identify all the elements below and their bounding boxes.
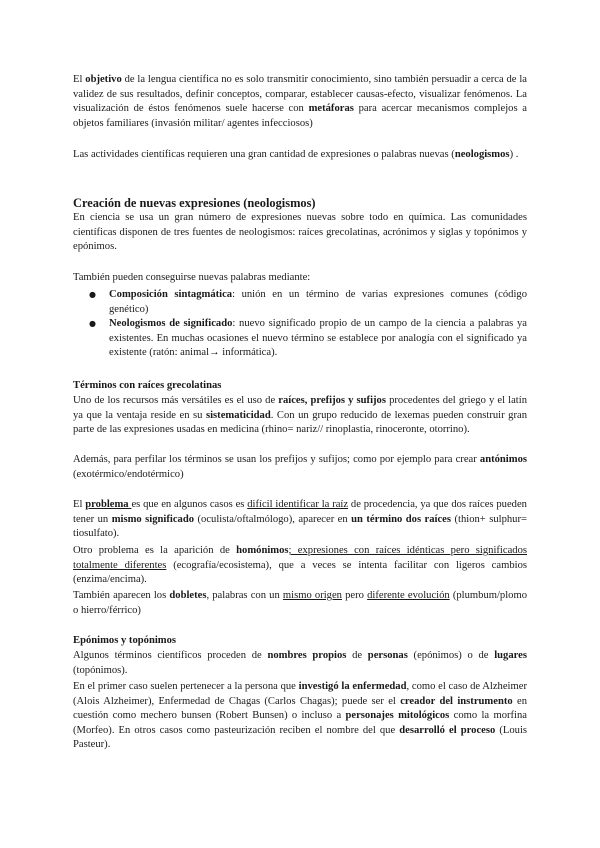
paragraph-sources: En ciencia se usa un gran número de expresiones nuevas sobre todo en química. Las comunidades científicas disponen de tres fuentes de neologismos: raíces grecolatinas, acrónimos y siglas y topónimos y epónimos. (73, 212, 527, 253)
paragraph-neologisms-intro: Las actividades científicas requieren una gran cantidad de expresiones o palabras nuevas (neologismos) . (73, 149, 519, 160)
paragraph-eponym-examples: En el primer caso suelen pertenecer a la persona que investigó la enfermedad, como el caso de Alzheimer (Alois Alzheimer), Enfermedad de Chagas (Carlos Chagas); puede ser el creador del instrumento en cuestión como mechero bunsen (Robert Bunsen) o incluso a personajes mitológicos como la morfina (Morfeo). En otros casos como pasteurización reciben el nombre del que desarrolló el proceso (Louis Pasteur). (73, 681, 528, 751)
paragraph-antonyms: Además, para perfilar los términos se usan los prefijos y sufijos; como por ejemplo para crear antónimos (exotérmico/endotérmico) (73, 454, 527, 480)
paragraph-objective: El objetivo de la lengua científica no es solo transmitir conocimiento, sino también persuadir a cerca de la validez de sus resultados, definir conceptos, comparar, establecer causas-efecto, visualizar fenómenos. La visualización de éstos fenómenos suele hacerse con metáforas para acercar mecanismos complejos a objetos familiares (invasión militar/ agentes infecciosos) (73, 74, 528, 129)
paragraph-homonyms: Otro problema es la aparición de homónimos; expresiones con raíces idénticas pero significados totalmente diferentes (ecografía/ecosistema), que a veces se intenta facilitar con ligeros cambios (enzima/encima). (73, 545, 527, 586)
list-item: ● Composición sintagmática: unión en un término de varias expresiones comunes (código genético) (73, 288, 527, 317)
methods-list (73, 288, 527, 361)
paragraph-roots: Uno de los recursos más versátiles es el uso de raíces, prefijos y sufijos procedentes del griego y el latín ya que la ventaja reside en su sistematicidad. Con un grupo reducido de lexemas pueden construir gran parte de las expresiones usadas en medicina (rhino= nariz// rinoplastia, rinoceronte, otorrino). (73, 395, 528, 436)
paragraph-methods: También pueden conseguirse nuevas palabras mediante: (73, 272, 311, 283)
section-heading-neologisms: Creación de nuevas expresiones (neologismos) (73, 196, 316, 210)
list-item: ● Neologismos de significado: nuevo significado propio de un campo de la ciencia a palabras ya existentes. En muchas ocasiones el nuevo término se establece por analogía con el significado ya existente (ratón: animal→ informática). (73, 317, 527, 361)
paragraph-problem: El problema es que en algunos casos es difícil identificar la raíz de procedencia, ya que dos raíces pueden tener un mismo significado (oculista/oftalmólogo), aparecer en un término dos raíces (thion+ sulphur= tiosulfato). (73, 499, 527, 540)
section-heading-grecolatin: Términos con raíces grecolatinas (73, 380, 222, 391)
paragraph-doublets: También aparecen los dobletes, palabras con un mismo origen pero diferente evolución (plumbum/plomo o hierro/férrico) (73, 590, 527, 616)
section-heading-eponyms: Epónimos y topónimos (73, 635, 177, 646)
paragraph-proper-names: Algunos términos científicos proceden de nombres propios de personas (epónimos) o de lugares (topónimos). (73, 650, 527, 676)
